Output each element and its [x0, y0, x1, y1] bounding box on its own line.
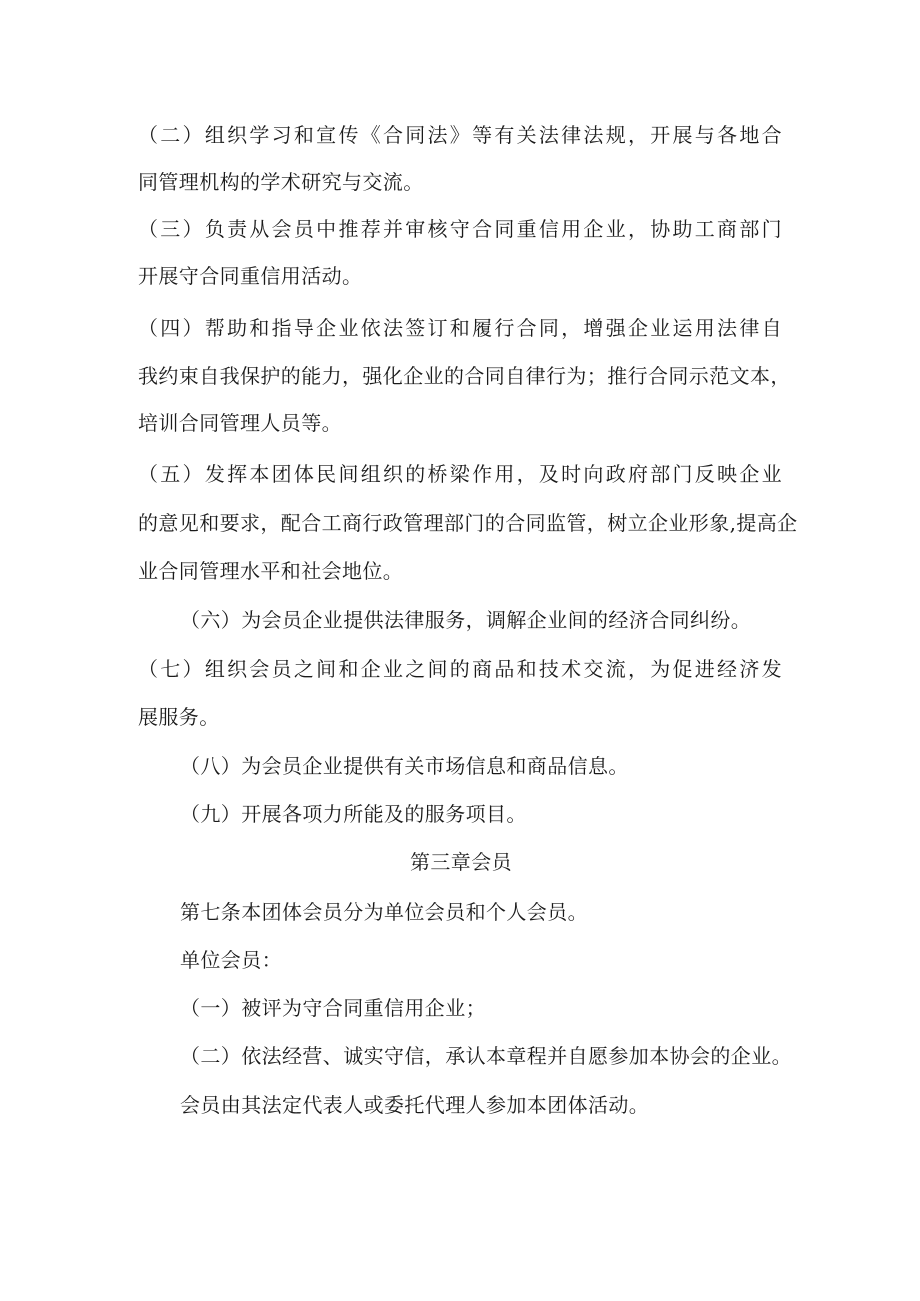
paragraph-line-3-1: （三）负责从会员中推荐并审核守合同重信用企业，协助工商部门 — [138, 217, 782, 241]
paragraph-line-4-2: 我约束自我保护的能力，强化企业的合同自律行为；推行合同示范文本， — [138, 364, 791, 388]
paragraph-line-9: （九）开展各项力所能及的服务项目。 — [180, 802, 527, 826]
unit-member-heading: 单位会员： — [180, 948, 282, 972]
paragraph-line-7-2: 展服务。 — [138, 705, 220, 729]
paragraph-line-7-1: （七）组织会员之间和企业之间的商品和技术交流，为促进经济发 — [138, 657, 782, 681]
paragraph-line-8: （八）为会员企业提供有关市场信息和商品信息。 — [180, 754, 629, 778]
chapter-heading: 第三章会员 — [410, 850, 512, 874]
paragraph-line-5-2: 的意见和要求，配合工商行政管理部门的合同监管，树立企业形象,提高企 — [138, 511, 798, 535]
paragraph-line-4-1: （四）帮助和指导企业依法签订和履行合同，增强企业运用法律自 — [138, 316, 782, 340]
paragraph-line-4-3: 培训合同管理人员等。 — [138, 411, 342, 435]
paragraph-line-2-1: （二）组织学习和宣传《合同法》等有关法律法规，开展与各地合 — [138, 123, 782, 147]
article-7-line: 第七条本团体会员分为单位会员和个人会员。 — [180, 900, 588, 924]
paragraph-line-6: （六）为会员企业提供法律服务，调解企业间的经济合同纠纷。 — [180, 608, 752, 632]
paragraph-line-2-2: 同管理机构的学术研究与交流。 — [138, 170, 424, 194]
unit-member-item-1: （一）被评为守合同重信用企业； — [180, 996, 486, 1020]
paragraph-line-3-2: 开展守合同重信用活动。 — [138, 264, 363, 288]
paragraph-line-5-1: （五）发挥本团体民间组织的桥梁作用，及时向政府部门反映企业 — [138, 462, 782, 486]
paragraph-line-5-3: 业合同管理水平和社会地位。 — [138, 559, 404, 583]
member-representative-line: 会员由其法定代表人或委托代理人参加本团体活动。 — [180, 1093, 650, 1117]
unit-member-item-2: （二）依法经营、诚实守信，承认本章程并自愿参加本协会的企业。 — [180, 1044, 792, 1068]
